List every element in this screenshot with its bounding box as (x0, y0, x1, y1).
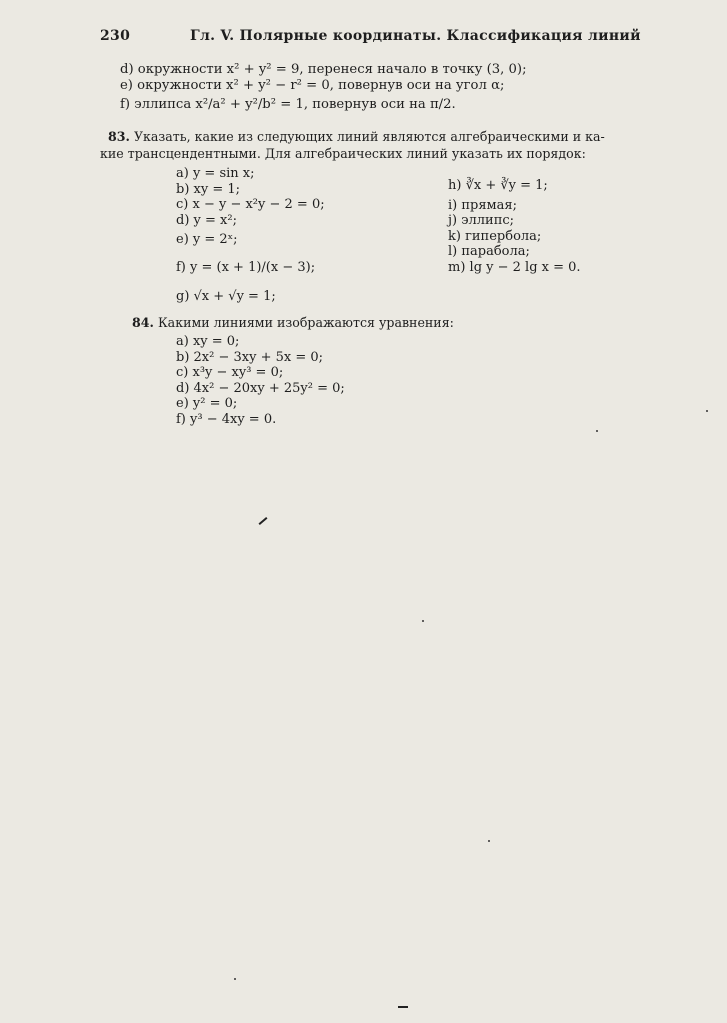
list-item: a) xy = 0; (176, 334, 240, 349)
list-item: f) y = (x + 1)/(x − 3); (176, 259, 316, 275)
scan-speck (422, 620, 424, 622)
problem-84-text: Какими линиями изображаются уравнения: (157, 315, 454, 330)
list-item: f) y³ − 4xy = 0. (176, 411, 277, 427)
list-item: h) ∛x + ∛y = 1; (448, 178, 548, 193)
list-item: e) y² = 0; (176, 396, 238, 411)
problem-83-statement (100, 128, 628, 162)
scan-speck (596, 430, 598, 432)
list-item: j) эллипс; (448, 213, 515, 228)
list-item: d) 4x² − 20xy + 25y² = 0; (176, 380, 345, 396)
list-item: g) √x + √y = 1; (176, 289, 276, 304)
page-number: 230 (100, 28, 131, 44)
problem-83-left-list (176, 166, 325, 305)
list-item: b) xy = 1; (176, 181, 241, 197)
list-item: l) парабола; (448, 244, 530, 259)
list-item: c) x³y − xy³ = 0; (176, 365, 284, 380)
scan-mark (259, 517, 268, 525)
problem-83-right-list (448, 178, 581, 275)
scan-speck (706, 410, 708, 412)
problem-84-list (176, 334, 345, 427)
problem-84-number: 84. (132, 315, 154, 330)
scan-speck (234, 978, 236, 980)
scan-mark (398, 1006, 408, 1008)
list-item: k) гипербола; (448, 228, 542, 244)
problem-84-statement (132, 314, 612, 331)
item-83-e-prev: e) окружности x² + y² − r² = 0, повернув оси на угол α; (120, 78, 505, 93)
item-83-f-prev: f) эллипса x²/a² + y²/b² = 1, повернув оси на π/2. (120, 97, 456, 112)
running-title: Гл. V. Полярные координаты. Классификация линий (190, 28, 641, 44)
list-item: b) 2x² − 3xy + 5x = 0; (176, 349, 324, 365)
list-item: d) y = x²; (176, 212, 237, 228)
list-item: i) прямая; (448, 197, 517, 213)
list-item: c) x − y − x²y − 2 = 0; (176, 197, 325, 212)
list-item: e) y = 2ˣ; (176, 232, 238, 247)
list-item: m) lg y − 2 lg x = 0. (448, 259, 581, 275)
problem-83-number: 83. (108, 129, 130, 144)
problem-83-text-2: кие трансцендентными. Для алгебраических линий указать их порядок: (100, 146, 586, 161)
problem-83-text-1: Указать, какие из следующих линий являются алгебраическими и ка- (133, 129, 605, 144)
list-item: a) y = sin x; (176, 166, 255, 181)
item-83-d-prev: d) окружности x² + y² = 9, перенеся начало в точку (3, 0); (120, 62, 527, 77)
scan-speck (488, 840, 490, 842)
